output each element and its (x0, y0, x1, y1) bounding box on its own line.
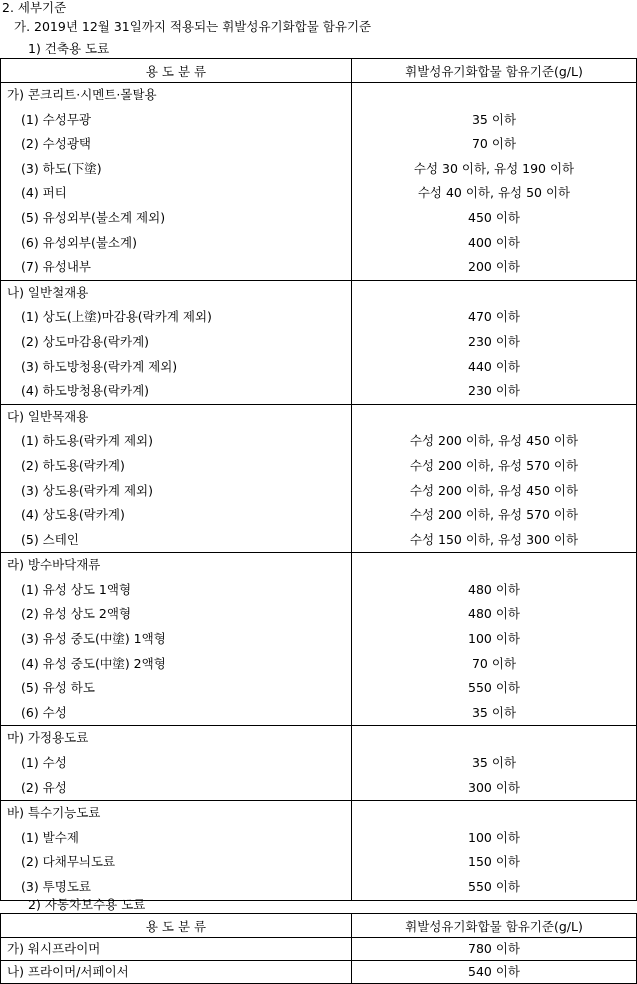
item-name: (7) 유성내부 (21, 259, 91, 275)
item-name: (1) 수성 (21, 755, 67, 771)
item-voc-limit: 35 이하 (471, 755, 517, 771)
item-name: (1) 수성무광 (21, 111, 91, 127)
architectural-paint-table (0, 58, 637, 901)
group-title: 가) 콘크리트·시멘트·몰탈용 (7, 87, 157, 102)
item-voc-limit: 100 이하 (468, 631, 520, 647)
table-row (1, 961, 637, 984)
item-name: (4) 하도방청용(락카계) (21, 383, 150, 399)
table1-title: 1) 건축용 도료 (28, 41, 110, 56)
item-name: (1) 발수제 (21, 829, 79, 845)
item-voc-limit: 400 이하 (468, 234, 520, 250)
item-name: (1) 유성 상도 1액형 (21, 581, 132, 597)
item-name: (6) 수성 (21, 704, 67, 720)
item-name: (3) 하도(下塗) (21, 160, 102, 176)
group-title-spacer (352, 405, 636, 430)
item-voc-limit: 480 이하 (468, 606, 520, 622)
group-title: 바) 특수기능도료 (7, 805, 101, 821)
row-category-cell (1, 938, 352, 961)
item-voc-limit: 35 이하 (471, 704, 517, 720)
group-value-cell (352, 553, 637, 726)
item-voc-limit: 200 이하 (468, 259, 520, 275)
group-row (1, 404, 637, 553)
item-name: (4) 퍼티 (21, 185, 67, 201)
item-voc-limit: 수성 40 이하, 유성 50 이하 (417, 185, 571, 201)
item-name: (6) 유성외부(불소계) (21, 234, 137, 250)
table-row (1, 938, 637, 961)
item-voc-limit: 70 이하 (471, 655, 517, 671)
item-voc-limit: 480 이하 (468, 581, 520, 597)
item-voc-limit: 780 이하 (468, 941, 520, 956)
item-name: (2) 수성광택 (21, 136, 91, 152)
item-voc-limit: 35 이하 (471, 111, 517, 127)
item-name: (2) 유성 상도 2액형 (21, 606, 132, 622)
item-name: (2) 상도마감용(락카계) (21, 333, 150, 349)
item-name: (1) 상도(上塗)마감용(락카계 제외) (21, 309, 212, 325)
item-name: (5) 유성 하도 (21, 680, 95, 696)
item-voc-limit: 150 이하 (468, 854, 520, 870)
table-header-row (1, 59, 637, 83)
header-category: 용 도 분 류 (1, 914, 352, 938)
header-category: 용 도 분 류 (1, 59, 352, 83)
item-name: (2) 유성 (21, 779, 67, 795)
section-heading: 2. 세부기준 (2, 0, 67, 15)
item-name: 가) 워시프라이머 (7, 941, 101, 956)
item-voc-limit: 300 이하 (468, 779, 520, 795)
item-name: (1) 하도용(락카계 제외) (21, 433, 154, 449)
group-category-cell (1, 404, 352, 553)
group-value-cell (352, 83, 637, 281)
group-category-cell (1, 83, 352, 281)
item-voc-limit: 수성 150 이하, 유성 300 이하 (409, 531, 579, 547)
group-value-cell (352, 801, 637, 900)
item-voc-limit: 470 이하 (468, 309, 520, 325)
item-voc-limit: 100 이하 (468, 829, 520, 845)
item-voc-limit: 230 이하 (468, 333, 520, 349)
auto-refinish-paint-table (0, 913, 637, 984)
item-name: (4) 상도용(락카계) (21, 507, 125, 523)
item-voc-limit: 550 이하 (468, 879, 520, 894)
group-value-cell (352, 404, 637, 553)
table-header-row (1, 914, 637, 938)
group-title: 마) 가정용도료 (7, 730, 89, 746)
item-name: (2) 하도용(락카계) (21, 457, 125, 473)
item-name: (3) 하도방청용(락카계 제외) (21, 358, 178, 374)
item-voc-limit: 450 이하 (468, 209, 520, 225)
item-voc-limit: 230 이하 (468, 383, 520, 399)
table2-title: 2) 자동차보수용 도료 (28, 897, 146, 912)
item-name: (2) 다채무늬도료 (21, 854, 116, 870)
group-title-spacer (352, 281, 636, 306)
item-name: (5) 유성외부(불소계 제외) (21, 209, 166, 225)
item-name: (3) 투명도료 (21, 879, 91, 894)
group-row (1, 726, 637, 801)
item-voc-limit: 수성 200 이하, 유성 570 이하 (409, 507, 579, 523)
row-category-cell (1, 961, 352, 984)
item-name: (3) 유성 중도(中塗) 1액형 (21, 631, 166, 647)
item-voc-limit: 수성 30 이하, 유성 190 이하 (413, 160, 575, 176)
item-name: (5) 스테인 (21, 531, 79, 547)
header-voc-limit: 휘발성유기화합물 함유기준(g/L) (352, 59, 637, 83)
item-voc-limit: 550 이하 (468, 680, 520, 696)
item-name: 나) 프라이머/서페이서 (7, 964, 129, 979)
group-value-cell (352, 280, 637, 404)
item-name: (4) 유성 중도(中塗) 2액형 (21, 655, 166, 671)
row-value-cell (352, 961, 637, 984)
group-title: 나) 일반철재용 (7, 284, 89, 300)
item-voc-limit: 수성 200 이하, 유성 450 이하 (409, 482, 579, 498)
item-voc-limit: 70 이하 (471, 136, 517, 152)
group-title: 라) 방수바닥재류 (7, 557, 101, 573)
header-voc-limit: 휘발성유기화합물 함유기준(g/L) (352, 914, 637, 938)
group-title-spacer (352, 553, 636, 578)
subsection-heading: 가. 2019년 12월 31일까지 적용되는 휘발성유기화합물 함유기준 (14, 19, 372, 34)
item-voc-limit: 수성 200 이하, 유성 450 이하 (409, 433, 579, 449)
group-row (1, 83, 637, 281)
group-row (1, 553, 637, 726)
group-row (1, 801, 637, 900)
group-title-spacer (352, 83, 636, 108)
group-category-cell (1, 726, 352, 801)
row-value-cell (352, 938, 637, 961)
item-voc-limit: 540 이하 (468, 964, 520, 979)
group-category-cell (1, 801, 352, 900)
group-title: 다) 일반목재용 (7, 408, 89, 424)
group-category-cell (1, 280, 352, 404)
item-voc-limit: 수성 200 이하, 유성 570 이하 (409, 457, 579, 473)
group-title-spacer (352, 801, 636, 826)
group-row (1, 280, 637, 404)
group-title-spacer (352, 726, 636, 751)
item-voc-limit: 440 이하 (468, 358, 520, 374)
item-name: (3) 상도용(락카계 제외) (21, 482, 154, 498)
group-value-cell (352, 726, 637, 801)
group-category-cell (1, 553, 352, 726)
